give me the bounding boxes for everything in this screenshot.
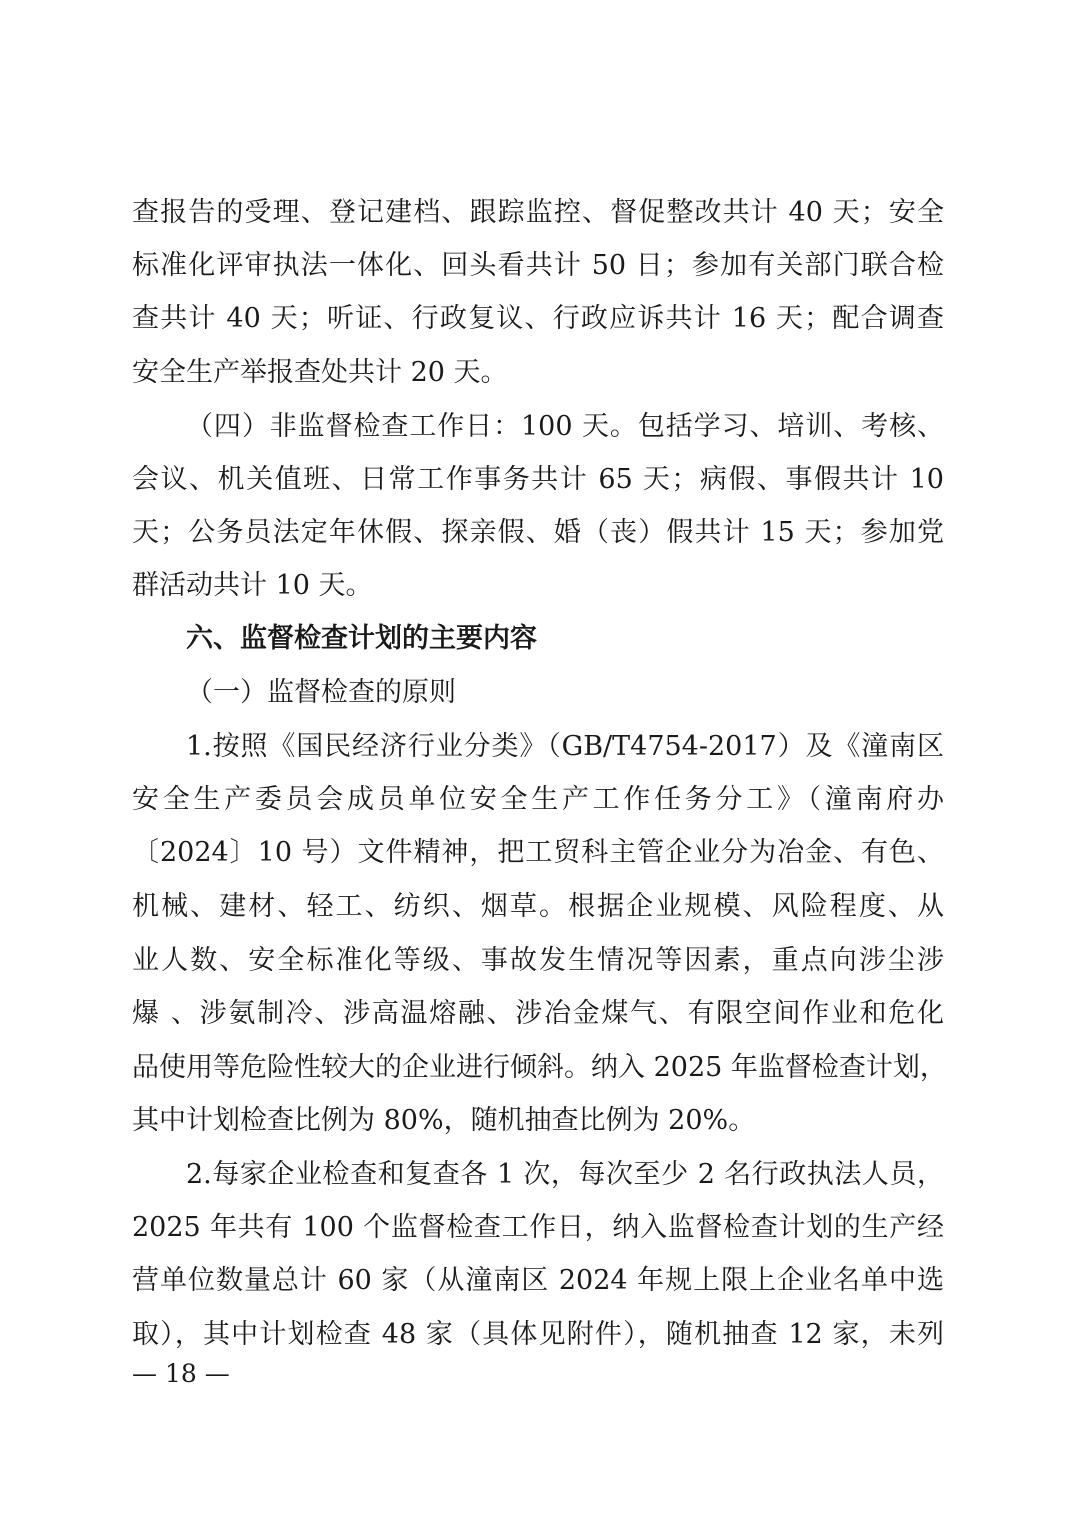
item-one-line-2: 安全生产委员会成员单位安全生产工作任务分工》（潼南府办 bbox=[132, 784, 944, 815]
item-two-line-1: 2.每家企业检查和复查各 1 次，每次至少 2 名行政执法人员， bbox=[186, 1159, 944, 1190]
body-line-2: 标准化评审执法一体化、回头看共计 50 日；参加有关部门联合检 bbox=[132, 250, 944, 281]
section-four-line-4: 群活动共计 10 天。 bbox=[132, 570, 373, 601]
item-two-line-3: 营单位数量总计 60 家（从潼南区 2024 年规上限上企业名单中选 bbox=[132, 1265, 944, 1296]
section-heading-six: 六、监督检查计划的主要内容 bbox=[186, 623, 537, 654]
section-four-line-1: （四）非监督检查工作日：100 天。包括学习、培训、考核、 bbox=[186, 411, 944, 442]
item-two-line-2: 2025 年共有 100 个监督检查工作日，纳入监督检查计划的生产经 bbox=[132, 1212, 944, 1243]
section-four-line-2: 会议、机关值班、日常工作事务共计 65 天；病假、事假共计 10 bbox=[132, 464, 944, 495]
item-one-line-3: 〔2024〕10 号）文件精神，把工贸科主管企业分为冶金、有色、 bbox=[132, 837, 944, 868]
item-one-line-1: 1.按照《国民经济行业分类》（GB/T4754-2017）及《潼南区 bbox=[186, 731, 944, 762]
page-number: — 18 — bbox=[132, 1359, 230, 1388]
item-one-line-5: 业人数、安全标准化等级、事故发生情况等因素，重点向涉尘涉 bbox=[132, 945, 944, 976]
item-one-line-8: 其中计划检查比例为 80%，随机抽查比例为 20%。 bbox=[132, 1105, 756, 1136]
section-four-line-3: 天；公务员法定年休假、探亲假、婚（丧）假共计 15 天；参加党 bbox=[132, 517, 944, 548]
subsection-heading-principles: （一）监督检查的原则 bbox=[186, 677, 456, 708]
body-line-4: 安全生产举报查处共计 20 天。 bbox=[132, 357, 508, 388]
item-two-line-4: 取），其中计划检查 48 家（具体见附件），随机抽查 12 家，未列 bbox=[132, 1319, 944, 1350]
item-one-line-4: 机械、建材、轻工、纺织、烟草。根据企业规模、风险程度、从 bbox=[132, 891, 944, 922]
item-one-line-6: 爆 、涉氨制冷、涉高温熔融、涉冶金煤气、有限空间作业和危化 bbox=[132, 998, 944, 1029]
body-line-3: 查共计 40 天；听证、行政复议、行政应诉共计 16 天；配合调查 bbox=[132, 303, 944, 334]
item-one-line-7: 品使用等危险性较大的企业进行倾斜。纳入 2025 年监督检查计划， bbox=[132, 1052, 947, 1083]
body-line-1: 查报告的受理、登记建档、跟踪监控、督促整改共计 40 天；安全 bbox=[132, 197, 944, 228]
